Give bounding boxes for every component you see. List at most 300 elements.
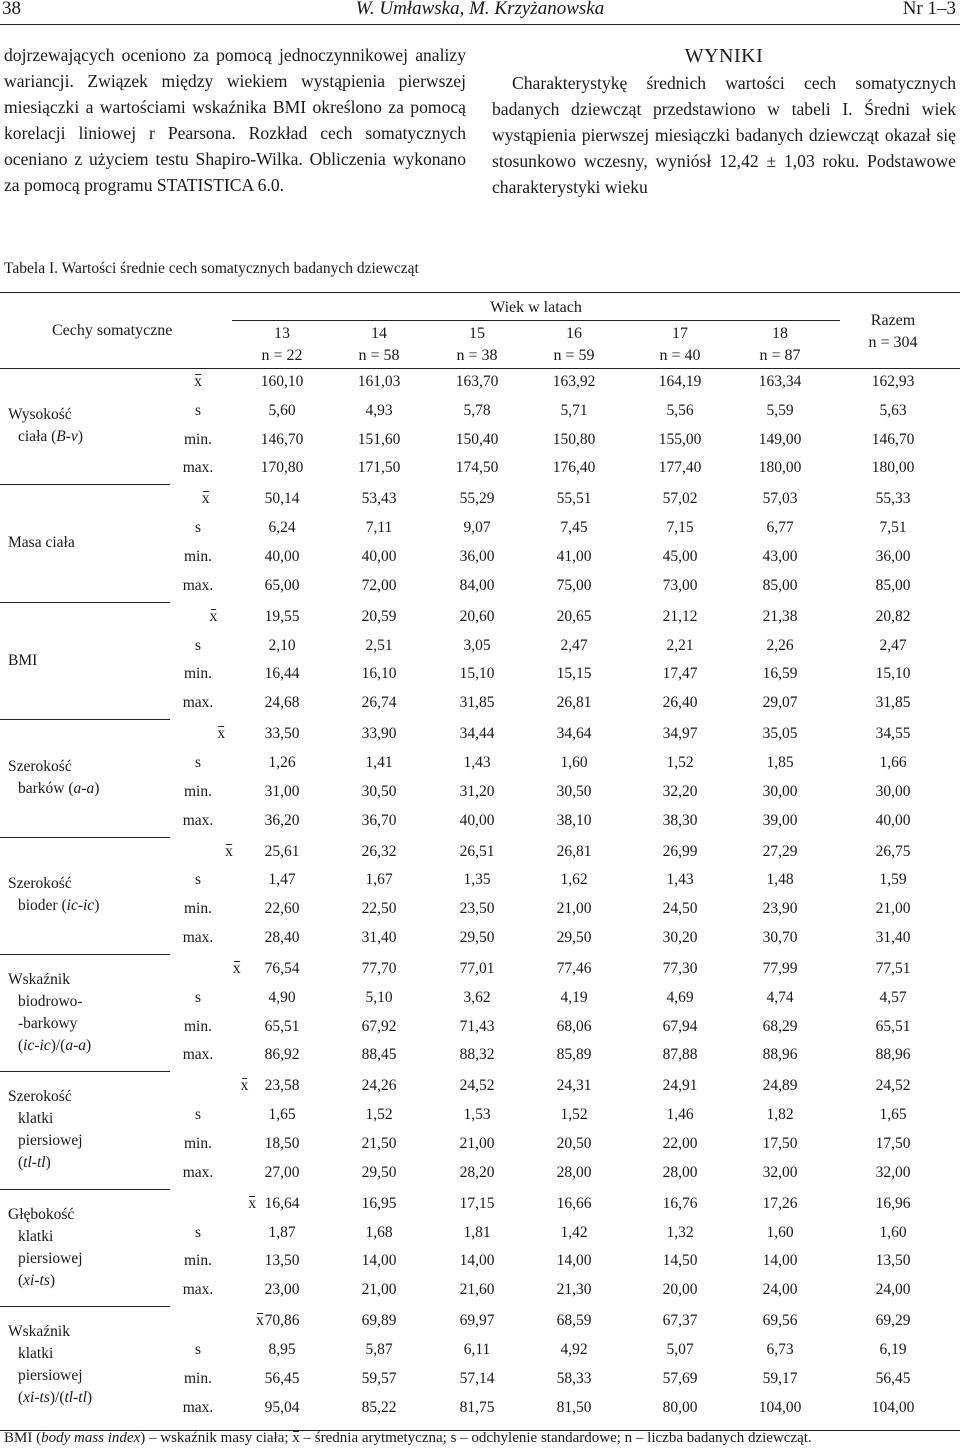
value-cell: 85,22 xyxy=(361,1398,397,1416)
value-cell: 180,00 xyxy=(871,459,915,477)
value-cell: 65,51 xyxy=(264,1017,300,1035)
stat-label: x xyxy=(240,1077,249,1095)
age-header-17: 17 xyxy=(672,325,688,342)
stat-label: min. xyxy=(184,900,212,918)
feature-symbol: tl-tl xyxy=(64,1388,87,1406)
feature-text: ) xyxy=(94,779,100,797)
value-cell: 24,89 xyxy=(762,1077,798,1095)
value-cell: 17,26 xyxy=(762,1194,798,1212)
value-cell: 68,06 xyxy=(556,1017,592,1035)
feature-text: Masa ciała xyxy=(8,534,75,552)
value-cell: 21,00 xyxy=(875,900,911,918)
stat-label: min. xyxy=(184,548,212,565)
value-cell: 24,00 xyxy=(762,1281,798,1299)
total-n: n = 304 xyxy=(868,334,918,351)
feature-text: barków ( xyxy=(18,779,74,797)
value-cell: 26,81 xyxy=(556,842,592,860)
footnote-mean-symbol: x xyxy=(292,1430,300,1446)
value-cell: 7,11 xyxy=(365,519,393,537)
value-cell: 6,77 xyxy=(766,519,794,537)
feature-label-7 xyxy=(8,1086,83,1174)
value-cell: 77,46 xyxy=(556,960,592,977)
value-cell: 31,40 xyxy=(361,929,397,946)
value-cell: 55,51 xyxy=(556,490,592,508)
value-cell: 14,00 xyxy=(762,1252,798,1270)
value-cell: 17,47 xyxy=(662,665,698,683)
value-cell: 1,62 xyxy=(560,871,588,889)
value-cell: 68,29 xyxy=(762,1017,798,1035)
stat-label: x xyxy=(232,960,241,977)
feature-text: klatki xyxy=(18,1344,54,1362)
value-cell: 34,55 xyxy=(875,725,911,743)
value-cell: 5,56 xyxy=(666,401,694,419)
value-cell: 155,00 xyxy=(658,430,702,448)
value-cell: 28,00 xyxy=(662,1163,698,1181)
feature-label-line xyxy=(8,895,99,917)
value-cell: 87,88 xyxy=(662,1046,698,1064)
stat-label: max. xyxy=(182,811,214,829)
feature-symbol: xi-ts xyxy=(23,1388,50,1406)
stat-label: s xyxy=(194,401,202,419)
value-cell: 29,50 xyxy=(459,929,495,946)
feature-label-5 xyxy=(8,873,99,917)
value-cell: 32,00 xyxy=(762,1163,798,1181)
stat-label: x xyxy=(217,725,226,743)
running-header xyxy=(0,0,960,22)
value-cell: 6,11 xyxy=(463,1341,491,1358)
value-cell: 36,70 xyxy=(361,811,397,829)
value-cell: 21,50 xyxy=(361,1135,397,1152)
value-cell: 1,52 xyxy=(666,754,694,771)
value-cell: 67,92 xyxy=(361,1017,397,1035)
value-cell: 22,50 xyxy=(361,900,397,918)
value-cell: 26,75 xyxy=(875,842,911,860)
value-cell: 13,50 xyxy=(264,1252,300,1270)
feature-label-line xyxy=(8,1343,92,1365)
value-cell: 88,32 xyxy=(459,1046,495,1064)
value-cell: 14,00 xyxy=(459,1252,495,1270)
value-cell: 21,00 xyxy=(361,1281,397,1299)
value-cell: 30,00 xyxy=(762,782,798,800)
stat-label: x xyxy=(225,842,233,860)
somatic-traits-table xyxy=(0,292,960,1416)
value-cell: 75,00 xyxy=(556,576,592,594)
feature-label-line xyxy=(8,1108,83,1130)
feature-label-line xyxy=(8,1387,92,1409)
feature-text: ) xyxy=(86,1036,92,1054)
methods-paragraph: dojrzewających oceniono za pomocą jednoczynnikowej analizy wariancji. Związek między wiekiem wystąpienia pierwszej miesiączki a wartościami wskaźnika BMI określono za pomocą korelacji liniowej r Pearsona. Rozkład cech somatycznych oceniano z użyciem testu Shapiro-Wilka. Obliczenia wykonano za pomocą programu STATISTICA 6.0. xyxy=(4,45,466,195)
value-cell: 36,20 xyxy=(264,811,300,829)
value-cell: 69,89 xyxy=(361,1312,397,1330)
stat-label: x xyxy=(209,607,218,625)
group-separator xyxy=(0,1071,170,1072)
value-cell: 2,47 xyxy=(879,636,907,654)
feature-text: Szerokość xyxy=(8,875,72,893)
value-cell: 20,82 xyxy=(875,607,911,625)
value-cell: 20,60 xyxy=(459,607,495,625)
value-cell: 27,00 xyxy=(264,1163,300,1181)
feature-label-8 xyxy=(8,1204,83,1292)
stat-label: s xyxy=(194,754,202,771)
value-cell: 3,62 xyxy=(463,988,491,1006)
feature-text: Głębokość xyxy=(8,1205,75,1223)
value-cell: 16,95 xyxy=(361,1194,397,1212)
feature-text: ( xyxy=(18,1271,24,1289)
age-header-16: 16 xyxy=(566,325,582,342)
stat-label: x xyxy=(194,373,202,390)
feature-text: piersiowej xyxy=(18,1249,83,1267)
value-cell: 5,59 xyxy=(766,401,794,419)
value-cell: 76,54 xyxy=(264,960,300,977)
value-cell: 149,00 xyxy=(758,430,802,448)
stat-label: s xyxy=(194,636,202,654)
value-cell: 85,89 xyxy=(556,1046,592,1064)
feature-label-line xyxy=(8,1013,91,1035)
value-cell: 23,58 xyxy=(264,1077,300,1095)
feature-text: Wskaźnik xyxy=(8,970,70,988)
value-cell: 1,53 xyxy=(463,1106,491,1124)
value-cell: 16,96 xyxy=(875,1194,911,1212)
value-cell: 65,00 xyxy=(264,576,300,594)
feature-label-line xyxy=(8,1321,92,1343)
value-cell: 33,90 xyxy=(361,725,397,743)
age-n-14: n = 58 xyxy=(358,347,400,364)
feature-label-line xyxy=(8,650,37,672)
table-head-rule xyxy=(0,368,960,369)
value-cell: 23,00 xyxy=(264,1281,300,1299)
feature-text: Wskaźnik xyxy=(8,1322,70,1340)
group-separator xyxy=(0,1189,170,1190)
value-cell: 31,40 xyxy=(875,929,911,946)
age-n-13: n = 22 xyxy=(261,347,303,364)
feature-text: klatki xyxy=(18,1227,54,1245)
feature-label-line xyxy=(8,1086,83,1108)
value-cell: 85,00 xyxy=(762,576,798,594)
running-authors: W. Umławska, M. Krzyżanowska xyxy=(355,0,605,19)
value-cell: 50,14 xyxy=(264,490,300,508)
value-cell: 7,15 xyxy=(666,519,694,537)
feature-text: Szerokość xyxy=(8,757,72,775)
stat-label: min. xyxy=(184,1252,212,1270)
value-cell: 1,32 xyxy=(666,1223,694,1241)
age-n-17: n = 40 xyxy=(659,347,701,364)
value-cell: 28,20 xyxy=(459,1163,495,1181)
value-cell: 24,00 xyxy=(875,1281,911,1299)
value-cell: 31,00 xyxy=(264,782,300,800)
value-cell: 8,95 xyxy=(268,1341,296,1358)
value-cell: 69,97 xyxy=(459,1312,495,1330)
feature-text: piersiowej xyxy=(18,1132,83,1150)
value-cell: 5,63 xyxy=(879,401,907,419)
value-cell: 1,81 xyxy=(463,1223,491,1241)
value-cell: 21,30 xyxy=(556,1281,592,1299)
value-cell: 40,00 xyxy=(264,548,300,565)
value-cell: 5,71 xyxy=(560,401,588,419)
value-cell: 1,65 xyxy=(879,1106,907,1124)
value-cell: 22,00 xyxy=(662,1135,698,1152)
feature-text: piersiowej xyxy=(18,1366,83,1384)
value-cell: 59,57 xyxy=(361,1369,397,1387)
value-cell: 28,40 xyxy=(264,929,300,946)
feature-label-4 xyxy=(8,756,99,800)
feature-label-line xyxy=(8,1152,83,1174)
value-cell: 26,74 xyxy=(361,694,397,712)
value-cell: 1,60 xyxy=(560,754,588,771)
feature-text: klatki xyxy=(18,1110,54,1128)
value-cell: 163,34 xyxy=(758,373,802,390)
value-cell: 24,31 xyxy=(556,1077,592,1095)
value-cell: 5,10 xyxy=(365,988,393,1006)
value-cell: 26,51 xyxy=(459,842,495,860)
stat-label: max. xyxy=(182,1046,214,1064)
value-cell: 5,60 xyxy=(268,401,296,419)
feature-text: biodrowo- xyxy=(18,992,83,1010)
value-cell: 69,29 xyxy=(875,1312,911,1330)
value-cell: 77,30 xyxy=(662,960,698,977)
value-cell: 20,59 xyxy=(361,607,397,625)
value-cell: 57,14 xyxy=(459,1369,495,1387)
value-cell: 1,35 xyxy=(463,871,491,889)
value-cell: 23,50 xyxy=(459,900,495,918)
issue-number: Nr 1–3 xyxy=(902,0,956,19)
value-cell: 26,81 xyxy=(556,694,592,712)
value-cell: 34,97 xyxy=(662,725,698,743)
value-cell: 160,10 xyxy=(260,373,304,390)
value-cell: 1,85 xyxy=(766,754,794,771)
feature-label-2 xyxy=(8,532,75,554)
results-paragraph: Charakterystykę średnich wartości cech somatycznych badanych dziewcząt przedstawiono w tabeli I. Średni wiek wystąpienia pierwszej miesiączki badanych dziewcząt okazał się stosunkowo wczesny, wyniósł 12,42 ± 1,03 roku. Podstawowe charakterystyki wieku xyxy=(492,73,956,197)
value-cell: 6,24 xyxy=(268,519,296,537)
feature-symbol: B-v xyxy=(56,427,78,445)
value-cell: 57,02 xyxy=(662,490,698,508)
value-cell: 34,44 xyxy=(459,725,495,743)
feature-symbol: ic-ic xyxy=(66,897,95,915)
feature-text: Wysokość xyxy=(8,405,72,423)
value-cell: 4,93 xyxy=(365,401,393,419)
value-cell: 88,45 xyxy=(361,1046,397,1064)
stat-label: max. xyxy=(182,459,214,477)
value-cell: 24,26 xyxy=(361,1077,397,1095)
value-cell: 6,73 xyxy=(766,1341,794,1358)
value-cell: 24,68 xyxy=(264,694,300,712)
value-cell: 65,51 xyxy=(875,1017,911,1035)
feature-label-line xyxy=(8,532,75,554)
stat-label: s xyxy=(194,988,202,1006)
feature-label-line xyxy=(8,969,91,991)
value-cell: 4,90 xyxy=(268,988,296,1006)
value-cell: 21,38 xyxy=(762,607,798,625)
value-cell: 180,00 xyxy=(758,459,802,477)
total-header: Razem xyxy=(870,312,916,329)
feature-label-line xyxy=(8,1270,83,1292)
value-cell: 67,94 xyxy=(662,1017,698,1035)
value-cell: 9,07 xyxy=(463,519,491,537)
value-cell: 4,74 xyxy=(766,988,794,1006)
value-cell: 59,17 xyxy=(762,1369,798,1387)
stat-label: max. xyxy=(182,1281,214,1299)
age-header-15: 15 xyxy=(469,325,485,342)
value-cell: 36,00 xyxy=(459,548,495,565)
value-cell: 25,61 xyxy=(264,842,300,860)
value-cell: 15,10 xyxy=(875,665,911,683)
value-cell: 163,92 xyxy=(552,373,596,390)
value-cell: 81,75 xyxy=(459,1398,495,1416)
value-cell: 32,00 xyxy=(875,1163,911,1181)
value-cell: 4,57 xyxy=(879,988,907,1006)
feature-text: bioder ( xyxy=(18,897,67,915)
value-cell: 29,50 xyxy=(361,1163,397,1181)
value-cell: 1,46 xyxy=(666,1106,694,1124)
value-cell: 80,00 xyxy=(662,1398,698,1416)
stat-label: min. xyxy=(184,665,212,683)
stat-label: s xyxy=(194,871,202,889)
feature-text: ) xyxy=(49,1271,56,1289)
value-cell: 86,92 xyxy=(264,1046,300,1064)
stat-label: s xyxy=(194,1223,202,1241)
value-cell: 73,00 xyxy=(662,576,698,594)
feature-label-line xyxy=(8,1204,83,1226)
value-cell: 43,00 xyxy=(762,548,798,565)
feature-label-line xyxy=(8,1365,92,1387)
value-cell: 72,00 xyxy=(361,576,397,594)
stat-label: min. xyxy=(184,1135,212,1152)
value-cell: 57,69 xyxy=(662,1369,698,1387)
value-cell: 17,15 xyxy=(459,1194,495,1212)
value-cell: 88,96 xyxy=(875,1046,911,1064)
feature-text: ( xyxy=(18,1154,24,1172)
value-cell: 58,33 xyxy=(556,1369,592,1387)
value-cell: 18,50 xyxy=(264,1135,300,1152)
value-cell: 1,68 xyxy=(365,1223,393,1241)
stat-label: x xyxy=(256,1312,264,1330)
value-cell: 28,00 xyxy=(556,1163,592,1181)
value-cell: 32,20 xyxy=(662,782,698,800)
value-cell: 55,33 xyxy=(875,490,911,508)
value-cell: 31,85 xyxy=(875,694,911,712)
value-cell: 57,03 xyxy=(762,490,798,508)
value-cell: 4,19 xyxy=(560,988,588,1006)
table-caption: Tabela I. Wartości średnie cech somatycznych badanych dziewcząt xyxy=(4,260,419,277)
value-cell: 14,50 xyxy=(662,1252,698,1270)
value-cell: 1,52 xyxy=(365,1106,393,1124)
value-cell: 39,00 xyxy=(762,811,798,829)
value-cell: 4,92 xyxy=(560,1341,588,1358)
value-cell: 1,67 xyxy=(365,871,393,889)
table-footnote xyxy=(4,1430,812,1447)
value-cell: 70,86 xyxy=(264,1312,300,1330)
footnote-part-1: ) – wskaźnik masy ciała; xyxy=(140,1430,293,1446)
feature-text: -barkowy xyxy=(18,1014,78,1032)
feature-label-line xyxy=(8,1035,91,1057)
stat-label: s xyxy=(194,519,202,537)
value-cell: 7,51 xyxy=(879,519,907,537)
value-cell: 1,87 xyxy=(268,1223,296,1241)
value-cell: 36,00 xyxy=(875,548,911,565)
stat-label: x xyxy=(201,490,210,508)
value-cell: 170,80 xyxy=(260,459,304,477)
value-cell: 174,50 xyxy=(455,459,499,477)
value-cell: 30,50 xyxy=(556,782,592,800)
value-cell: 40,00 xyxy=(459,811,495,829)
value-cell: 27,29 xyxy=(762,842,798,860)
value-cell: 1,59 xyxy=(879,871,907,889)
value-cell: 1,41 xyxy=(365,754,393,771)
stat-label: max. xyxy=(182,1163,214,1181)
value-cell: 16,76 xyxy=(662,1194,698,1212)
value-cell: 1,82 xyxy=(766,1106,794,1124)
value-cell: 17,50 xyxy=(762,1135,798,1152)
features-header: Cechy somatyczne xyxy=(52,322,173,339)
feature-label-line xyxy=(8,1130,83,1152)
feature-text: ) xyxy=(77,427,83,445)
value-cell: 56,45 xyxy=(875,1369,911,1387)
value-cell: 1,60 xyxy=(879,1223,907,1241)
value-cell: 1,42 xyxy=(560,1223,588,1241)
age-header-18: 18 xyxy=(772,325,788,342)
value-cell: 34,64 xyxy=(556,725,592,743)
value-cell: 85,00 xyxy=(875,576,911,594)
value-cell: 38,10 xyxy=(556,811,592,829)
value-cell: 84,00 xyxy=(459,576,495,594)
value-cell: 146,70 xyxy=(260,430,304,448)
value-cell: 5,87 xyxy=(365,1341,393,1358)
feature-label-3 xyxy=(8,650,37,672)
value-cell: 150,40 xyxy=(455,430,499,448)
value-cell: 5,07 xyxy=(666,1341,694,1358)
value-cell: 161,03 xyxy=(357,373,401,390)
value-cell: 150,80 xyxy=(552,430,596,448)
value-cell: 21,12 xyxy=(662,607,698,625)
feature-label-1 xyxy=(8,404,83,448)
value-cell: 21,60 xyxy=(459,1281,495,1299)
value-cell: 20,00 xyxy=(662,1281,698,1299)
group-separator xyxy=(0,1306,170,1307)
value-cell: 56,45 xyxy=(264,1369,300,1387)
value-cell: 22,60 xyxy=(264,900,300,918)
feature-label-line xyxy=(8,991,91,1013)
value-cell: 55,29 xyxy=(459,490,495,508)
value-cell: 40,00 xyxy=(361,548,397,565)
table-top-rule xyxy=(0,292,960,293)
value-cell: 14,00 xyxy=(556,1252,592,1270)
value-cell: 24,52 xyxy=(459,1077,495,1095)
value-cell: 30,50 xyxy=(361,782,397,800)
value-cell: 15,15 xyxy=(556,665,592,683)
value-cell: 4,69 xyxy=(666,988,694,1006)
value-cell: 31,20 xyxy=(459,782,495,800)
feature-label-line xyxy=(8,404,83,426)
value-cell: 35,05 xyxy=(762,725,798,743)
value-cell: 19,55 xyxy=(264,607,300,625)
value-cell: 14,00 xyxy=(361,1252,397,1270)
feature-symbol: ic-ic xyxy=(23,1036,51,1054)
value-cell: 2,47 xyxy=(560,636,588,654)
value-cell: 30,20 xyxy=(662,929,698,946)
stat-label: max. xyxy=(182,929,214,946)
value-cell: 13,50 xyxy=(875,1252,911,1270)
value-cell: 26,32 xyxy=(361,842,397,860)
value-cell: 20,50 xyxy=(556,1135,592,1152)
value-cell: 1,26 xyxy=(268,754,296,771)
section-heading: WYNIKI xyxy=(684,45,764,67)
feature-label-line xyxy=(8,778,99,800)
stat-label: s xyxy=(194,1341,202,1358)
value-cell: 151,60 xyxy=(357,430,401,448)
value-cell: 163,70 xyxy=(455,373,499,390)
value-cell: 95,04 xyxy=(264,1398,300,1416)
feature-label-line xyxy=(8,426,83,448)
value-cell: 26,99 xyxy=(662,842,698,860)
